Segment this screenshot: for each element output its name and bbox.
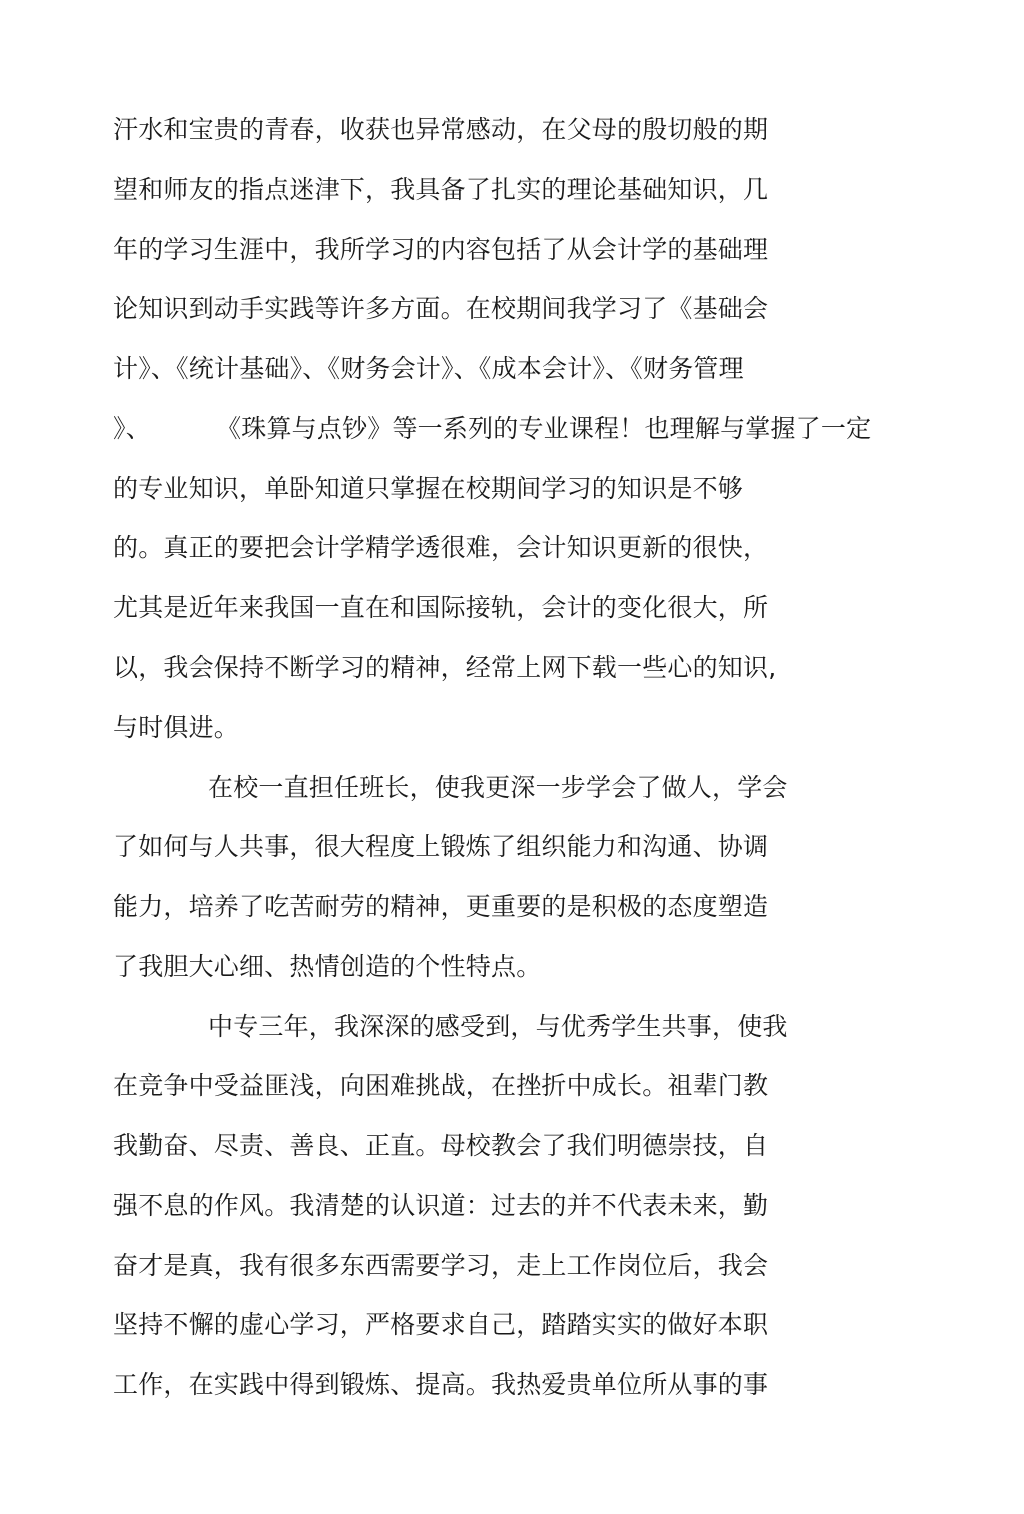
- text-line: 论知识到动手实践等许多方面。在校期间我学习了《基础会: [113, 294, 769, 323]
- text-line: 以，我会保持不断学习的精神，经常上网下载一些心的知识,: [113, 653, 777, 682]
- text-line: 与时俱进。: [113, 713, 240, 742]
- paragraph-first-line: 中专三年，我深深的感受到，与优秀学生共事，使我: [208, 1012, 788, 1041]
- text-line: 尤其是近年来我国一直在和国际接轨，会计的变化很大，所: [113, 593, 769, 622]
- text-line: 年的学习生涯中，我所学习的内容包括了从会计学的基础理: [113, 235, 769, 264]
- text-line: 汗水和宝贵的青春，收获也异常感动，在父母的殷切般的期: [113, 115, 769, 144]
- text-line: 强不息的作风。我清楚的认识道：过去的并不代表未来，勤: [113, 1191, 769, 1220]
- text-line: 了如何与人共事，很大程度上锻炼了组织能力和沟通、协调: [113, 832, 769, 861]
- text-line: 的。真正的要把会计学精学透很难，会计知识更新的很快，: [113, 533, 769, 562]
- text-line: 工作，在实践中得到锻炼、提高。我热爱贵单位所从事的事: [113, 1370, 769, 1399]
- text-line: 》、 《珠算与点钞》等一系列的专业课程！也理解与掌握了一定: [113, 414, 872, 443]
- text-line: 奋才是真，我有很多东西需要学习，走上工作岗位后，我会: [113, 1251, 769, 1280]
- text-line: 望和师友的指点迷津下，我具备了扎实的理论基础知识，几: [113, 175, 769, 204]
- text-line: 坚持不懈的虚心学习，严格要求自己，踏踏实实的做好本职: [113, 1310, 769, 1339]
- text-line: 能力，培养了吃苦耐劳的精神，更重要的是积极的态度塑造: [113, 892, 769, 921]
- text-line: 计》、《统计基础》、《财务会计》、《成本会计》、《财务管理: [113, 354, 744, 383]
- text-line: 了我胆大心细、热情创造的个性特点。: [113, 952, 542, 981]
- text-line: 的专业知识，单卧知道只掌握在校期间学习的知识是不够: [113, 474, 744, 503]
- text-line: 在竞争中受益匪浅，向困难挑战，在挫折中成长。祖辈门教: [113, 1071, 769, 1100]
- paragraph-first-line: 在校一直担任班长，使我更深一步学会了做人，学会: [208, 773, 788, 802]
- text-line: 我勤奋、尽责、善良、正直。母校教会了我们明德崇技，自: [113, 1131, 769, 1160]
